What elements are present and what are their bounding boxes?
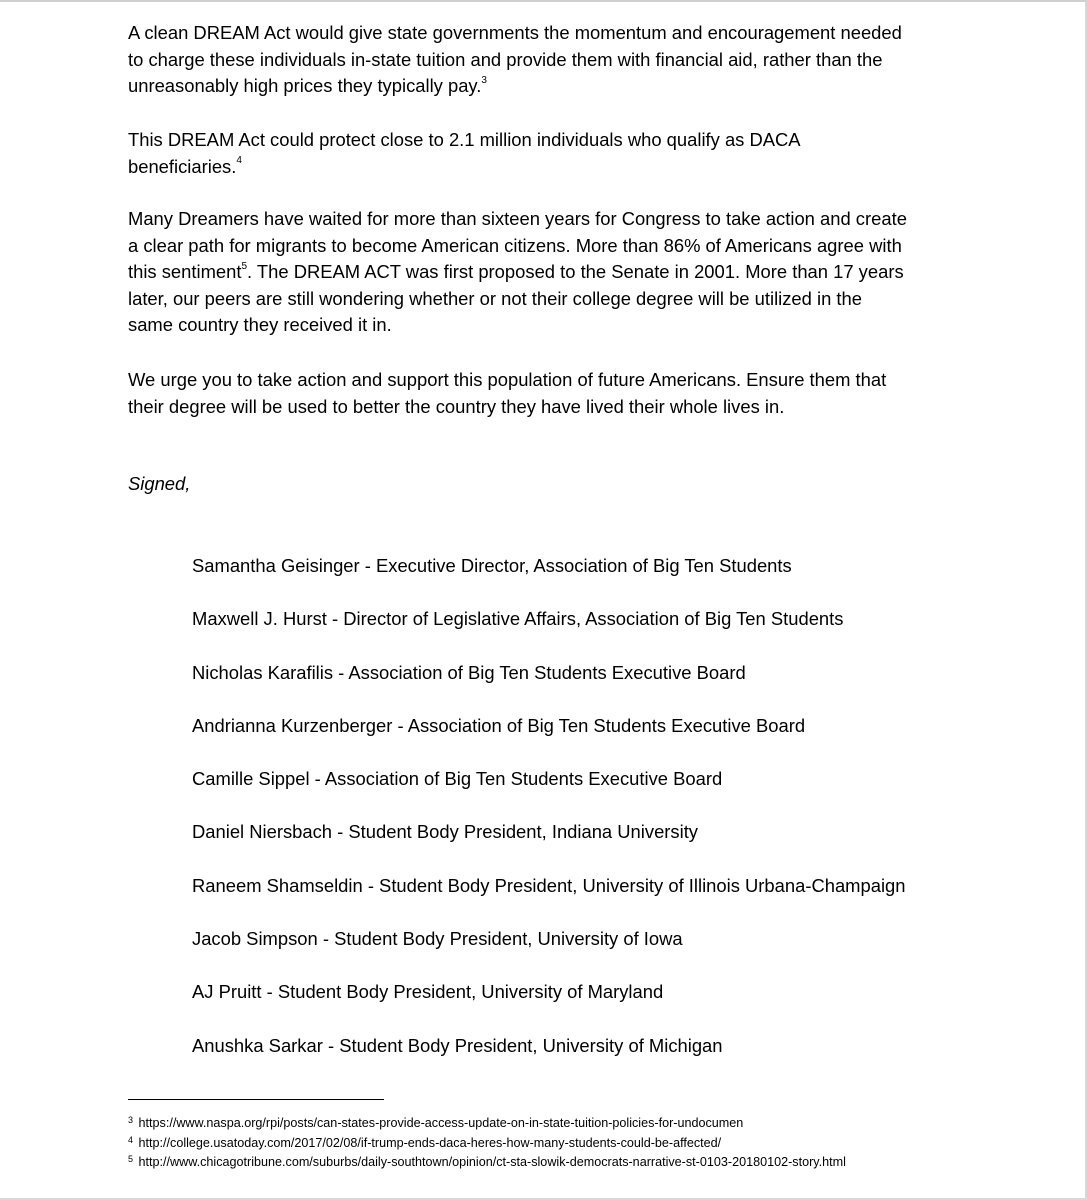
signatory-item: Maxwell J. Hurst - Director of Legislative Affairs, Association of Big Ten Students — [192, 608, 844, 630]
paragraph-line: Many Dreamers have waited for more than sixteen years for Congress to take action and create — [128, 208, 907, 229]
footnote-ref-5: 5 — [241, 261, 248, 273]
signatory-item: Jacob Simpson - Student Body President, University of Iowa — [192, 928, 683, 950]
paragraph-line-text: . The DREAM ACT was first proposed to the Senate in 2001. More than 17 years — [247, 261, 904, 283]
paragraph-line-text: this sentiment — [128, 261, 242, 283]
paragraph-line: A clean DREAM Act would give state governments the momentum and encouragement needed — [128, 22, 902, 43]
footnote-ref-4: 4 — [236, 155, 242, 167]
paragraph-line — [128, 259, 968, 286]
signed-label: Signed, — [128, 473, 191, 494]
top-border — [0, 0, 1087, 2]
paragraph-line-text: unreasonably high prices they typically pay. — [128, 75, 482, 97]
paragraph-tuition — [128, 20, 968, 100]
footnote-item — [128, 1153, 846, 1173]
signatory-item: Camille Sippel - Association of Big Ten Students Executive Board — [192, 768, 723, 790]
footnote-link[interactable]: http://college.usatoday.com/2017/02/08/if-trump-ends-daca-heres-how-many-students-could-be-affected/ — [138, 1135, 722, 1150]
paragraph-line: their degree will be used to better the country they have lived their whole lives in. — [128, 395, 785, 417]
paragraph-line — [128, 73, 968, 100]
paragraph-line: We urge you to take action and support this population of future Americans. Ensure them that — [128, 369, 887, 390]
paragraph-line: to charge these individuals in-state tuition and provide them with financial aid, rather than the — [128, 48, 883, 70]
signatory-item: Andrianna Kurzenberger - Association of Big Ten Students Executive Board — [192, 714, 806, 736]
paragraph-line: This DREAM Act could protect close to 2.1 million individuals who qualify as DACA — [128, 129, 801, 150]
paragraph-dreamers — [128, 206, 968, 339]
signatory-item: Nicholas Karafilis - Association of Big Ten Students Executive Board — [192, 661, 746, 683]
signatory-item: Raneem Shamseldin - Student Body President, University of Illinois Urbana-Champaign — [192, 874, 906, 896]
footnote-number: 3 — [128, 1115, 134, 1125]
footnote-item — [128, 1134, 846, 1154]
signatory-item: Daniel Niersbach - Student Body President, Indiana University — [192, 821, 699, 843]
footnote-link[interactable]: https://www.naspa.org/rpi/posts/can-states-provide-access-update-on-in-state-tuition-policies-for-undocumen — [138, 1116, 744, 1130]
signatory-item: Samantha Geisinger - Executive Director, Association of Big Ten Students — [192, 555, 792, 576]
paragraph-daca — [128, 127, 968, 180]
paragraph-line: same country they received it in. — [128, 314, 392, 336]
paragraph-line — [128, 154, 968, 181]
signatory-item: Anushka Sarkar - Student Body President, University of Michigan — [192, 1034, 723, 1056]
footnote-list — [128, 1114, 846, 1173]
footnote-number: 4 — [128, 1134, 134, 1145]
paragraph-line: later, our peers are still wondering whether or not their college degree will be utilized in the — [128, 287, 862, 309]
footnote-separator — [128, 1099, 384, 1100]
paragraph-line: a clear path for migrants to become American citizens. More than 86% of Americans agree with — [128, 234, 902, 256]
signatory-item: AJ Pruitt - Student Body President, University of Maryland — [192, 981, 664, 1003]
footnote-link[interactable]: http://www.chicagotribune.com/suburbs/daily-southtown/opinion/ct-sta-slowik-democrats-narrative-st-0103-20180102-story.html — [138, 1155, 846, 1169]
signatory-list — [192, 553, 906, 1086]
paragraph-call-to-action — [128, 367, 968, 420]
paragraph-line-text: beneficiaries. — [128, 155, 237, 177]
footnote-number: 5 — [128, 1154, 134, 1164]
footnote-item — [128, 1114, 846, 1134]
footnote-ref-3: 3 — [481, 75, 487, 87]
